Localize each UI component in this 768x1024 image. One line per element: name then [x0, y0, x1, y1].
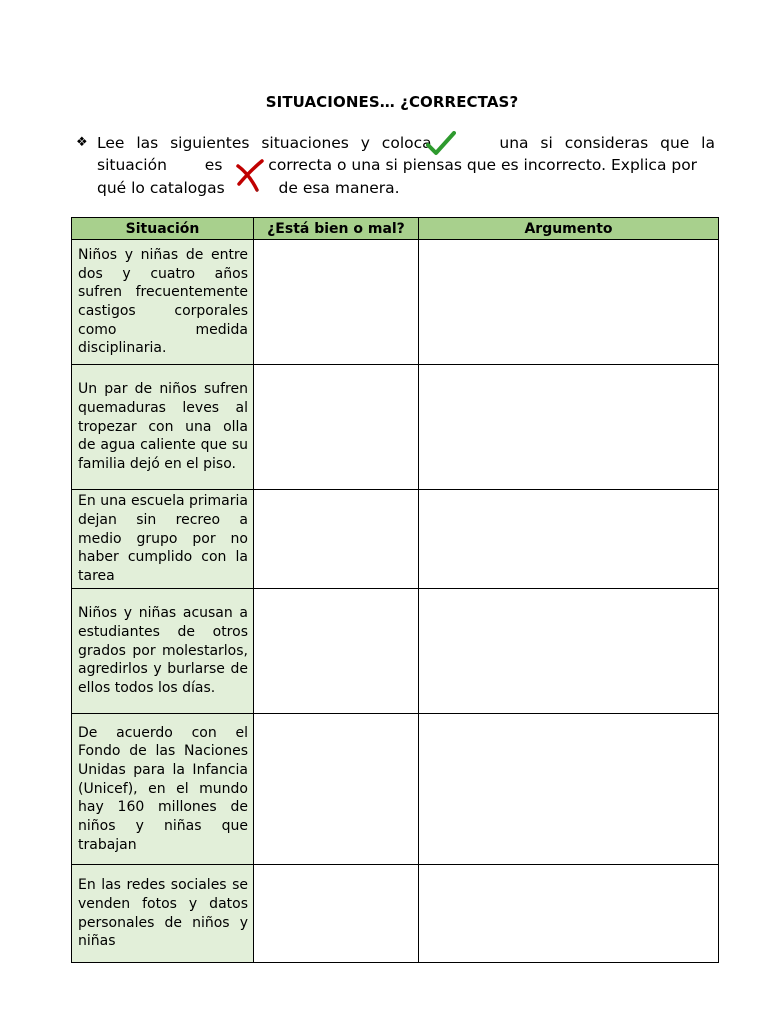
situation-cell: En una escuela primaria dejan sin recreo a medio grupo por no haber cumplido con la tarea [72, 490, 254, 589]
answer-cell[interactable] [254, 240, 419, 365]
answer-cell[interactable] [254, 865, 419, 963]
instruction-line-2 [97, 155, 715, 175]
x-icon [235, 158, 267, 192]
instruction-text: Lee las siguientes situaciones y coloca [97, 134, 432, 152]
instruction-text: situación [97, 156, 167, 174]
instruction-text: es [204, 156, 223, 174]
situation-cell: De acuerdo con el Fondo de las Naciones Unidas para la Infancia (Unicef), en el mundo hay 160 millones de niños y niñas que trabajan [72, 714, 254, 865]
answer-cell[interactable] [254, 490, 419, 589]
header-argument: Argumento [419, 218, 719, 240]
instruction-text: de esa manera. [278, 179, 400, 197]
page-title: SITUACIONES… ¿CORRECTAS? [265, 93, 519, 111]
situation-cell: Niños y niñas de entre dos y cuatro años sufren frecuentemente castigos corporales como medida disciplinaria. [72, 240, 254, 365]
table-header-row [72, 218, 719, 240]
instruction-line-3 [97, 178, 715, 198]
argument-cell[interactable] [419, 365, 719, 490]
table-row [72, 589, 719, 714]
situation-cell: Un par de niños sufren quemaduras leves al tropezar con una olla de agua caliente que su familia dejó en el piso. [72, 365, 254, 490]
instruction-line-1 [97, 133, 715, 153]
check-icon [426, 131, 456, 157]
instruction-text: una si consideras que la [499, 134, 715, 152]
header-right-or-wrong: ¿Está bien o mal? [254, 218, 419, 240]
argument-cell[interactable] [419, 865, 719, 963]
table-row [72, 365, 719, 490]
instruction-text: qué lo catalogas [97, 179, 225, 197]
bullet-icon: ❖ [76, 135, 88, 150]
argument-cell[interactable] [419, 589, 719, 714]
table-row [72, 490, 719, 589]
header-situation: Situación [72, 218, 254, 240]
instruction-text: correcta o una si piensas que es incorrecto. Explica por [268, 156, 698, 174]
table-row [72, 240, 719, 365]
situation-cell: En las redes sociales se venden fotos y datos personales de niños y niñas [72, 865, 254, 963]
situations-table [71, 217, 719, 963]
argument-cell[interactable] [419, 490, 719, 589]
argument-cell[interactable] [419, 714, 719, 865]
table-row [72, 865, 719, 963]
table-row [72, 714, 719, 865]
answer-cell[interactable] [254, 714, 419, 865]
argument-cell[interactable] [419, 240, 719, 365]
answer-cell[interactable] [254, 365, 419, 490]
situation-cell: Niños y niñas acusan a estudiantes de otros grados por molestarlos, agredirlos y burlarse de ellos todos los días. [72, 589, 254, 714]
answer-cell[interactable] [254, 589, 419, 714]
